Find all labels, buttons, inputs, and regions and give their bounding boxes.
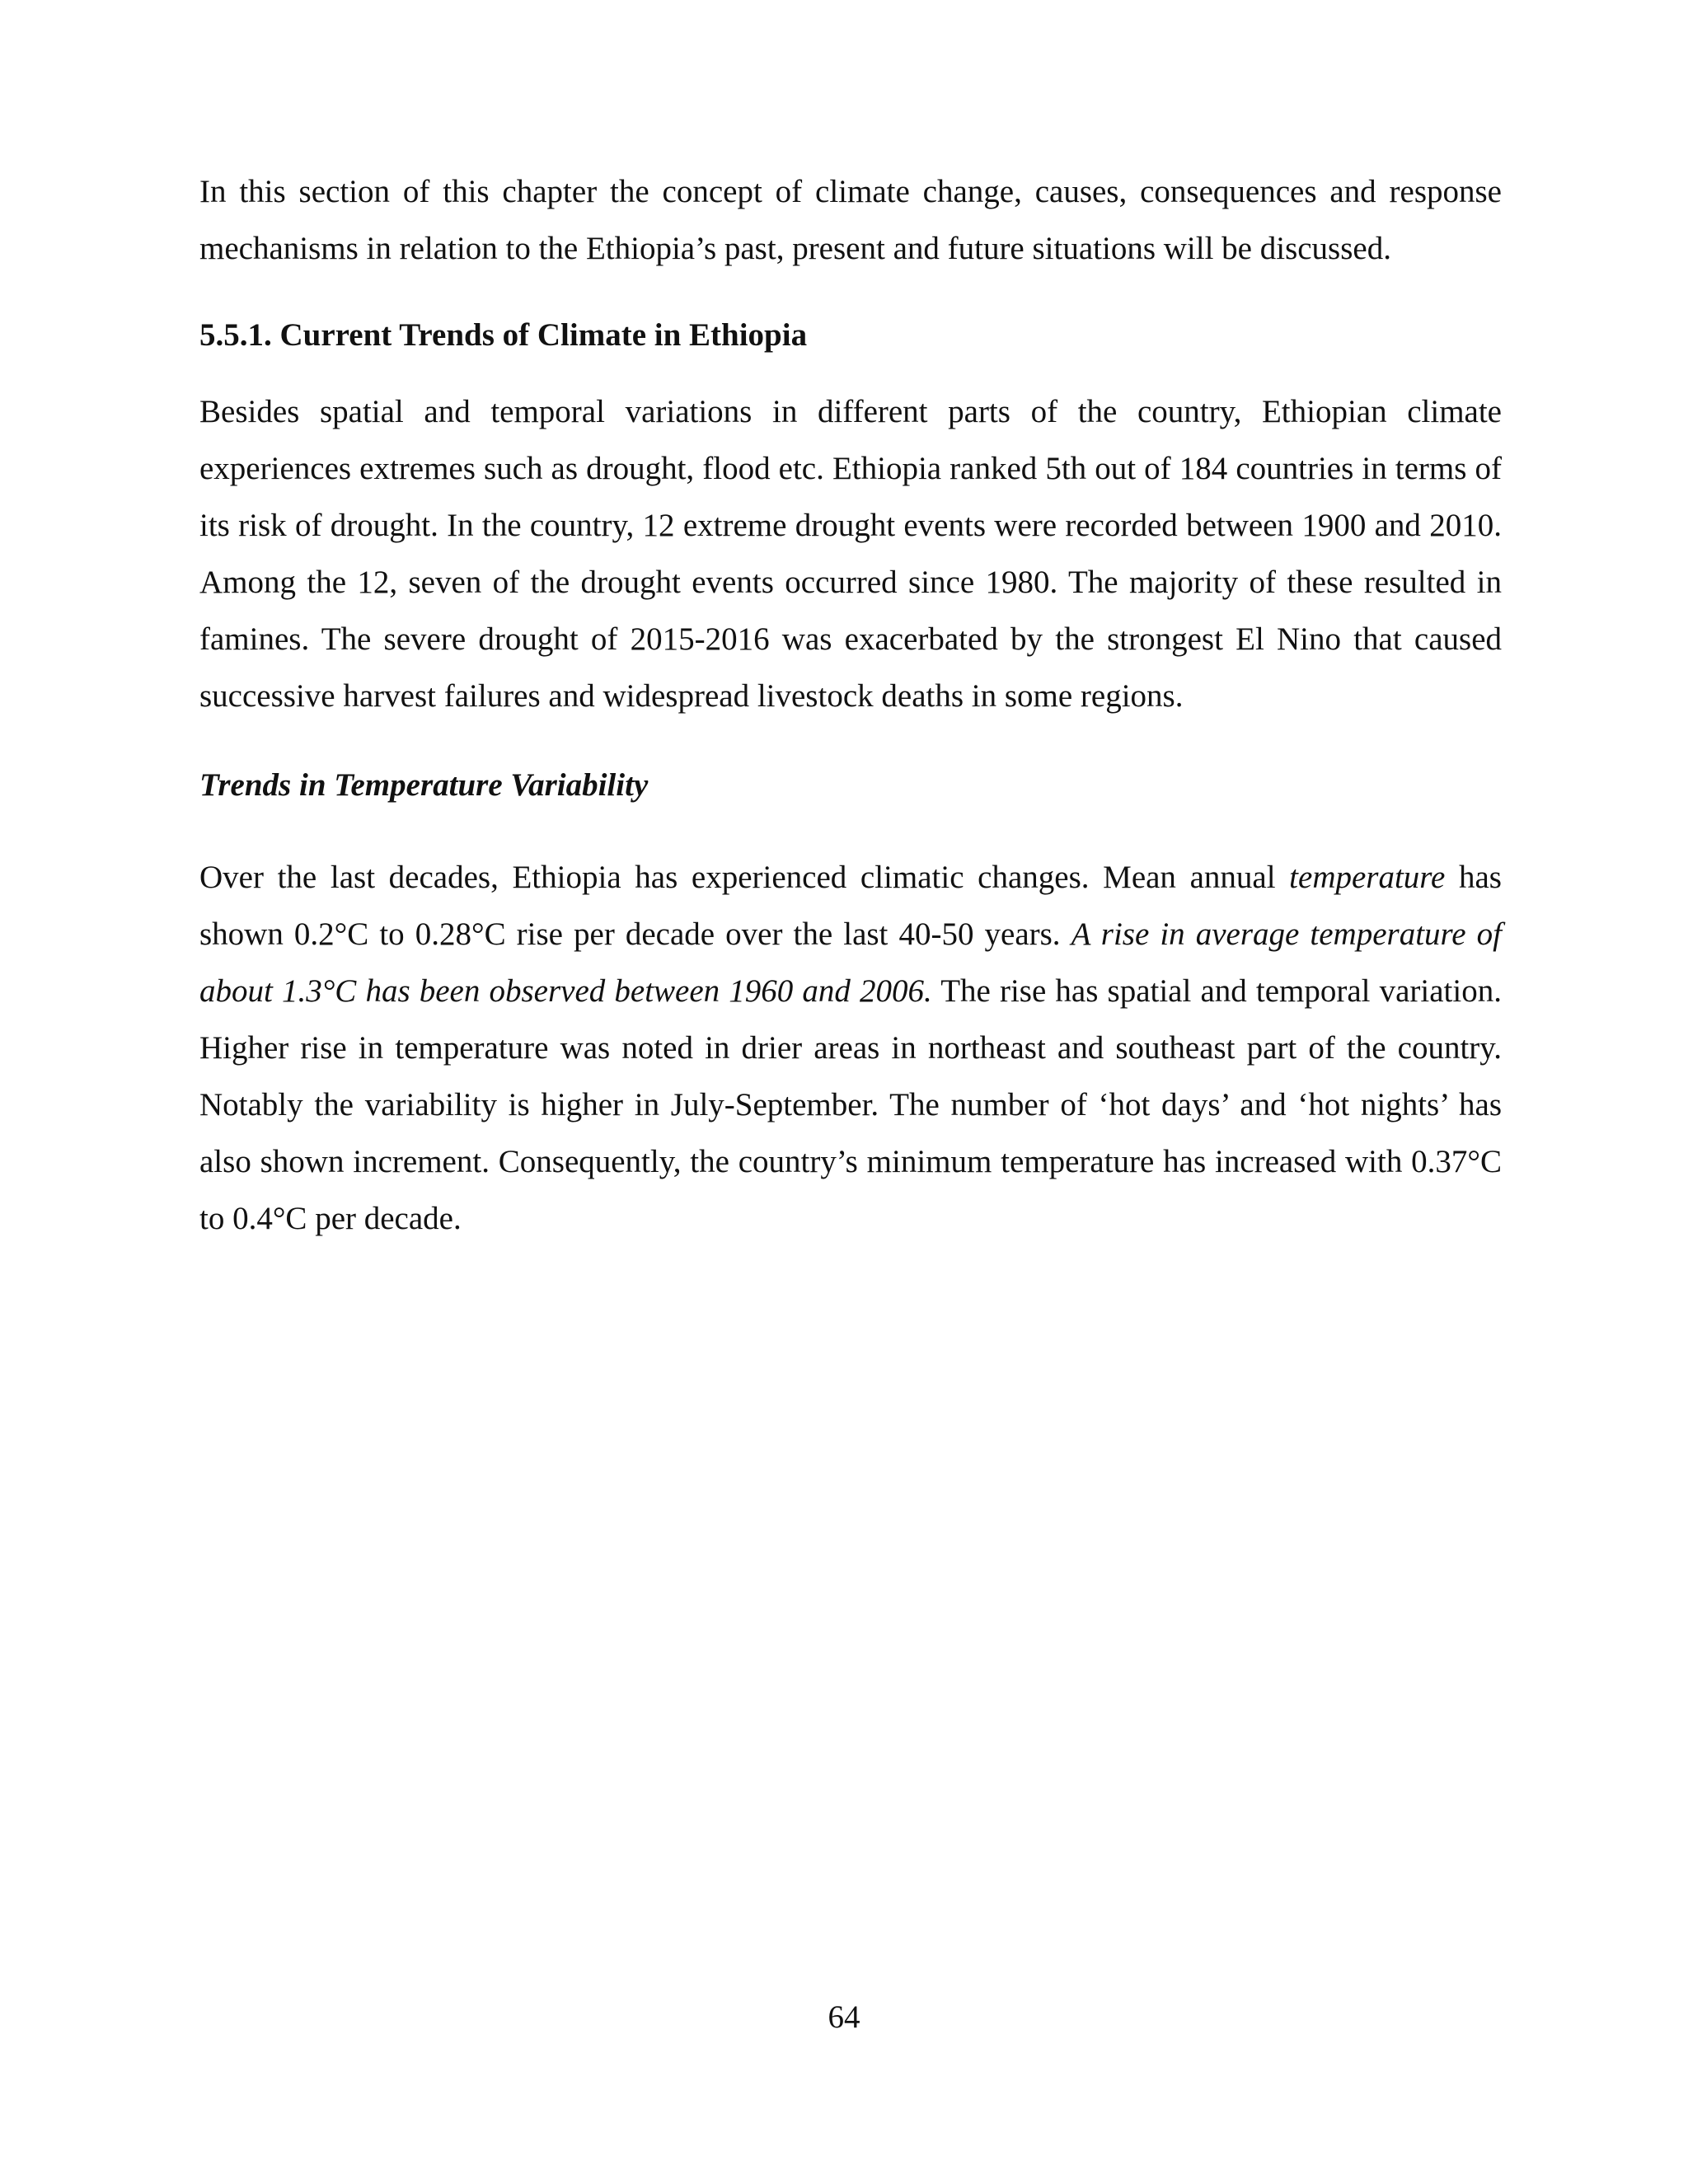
temperature-italic-sentence: A rise in average temperature of about 1.3°C has been observed between 1960 and 2006. (199, 916, 1502, 1009)
temperature-italic-term: temperature (1289, 860, 1446, 895)
drought-paragraph: Besides spatial and temporal variations in different parts of the country, Ethiopian climate experiences extremes such as drought, flood etc. Ethiopia ranked 5th out of 184 countries in terms of its risk of drought. In the country, 12 extreme drought events were recorded between 1900 and 2010. Among the 12, seven of the drought events occurred since 1980. The majority of these resulted in famines. The severe drought of 2015-2016 was exacerbated by the strongest El Nino that caused successive harvest failures and widespread livestock deaths in some regions. (199, 394, 1502, 714)
temperature-text-part1: Over the last decades, Ethiopia has experienced climatic changes. Mean annual (199, 860, 1290, 895)
subheading-temperature-variability: Trends in Temperature Variability (199, 767, 649, 803)
intro-paragraph: In this section of this chapter the concept of climate change, causes, consequences and response mechanisms in relation to the Ethiopia’s past, present and future situations will be discussed. (199, 174, 1502, 266)
page-number: 64 (828, 1999, 860, 2035)
temperature-paragraph (199, 849, 1502, 1247)
section-heading: 5.5.1. Current Trends of Climate in Ethiopia (199, 317, 808, 353)
temperature-text-part3: The rise has spatial and temporal variation. Higher rise in temperature was noted in drier areas in northeast and southeast part of the country. Notably the variability is higher in July-September. The number of ‘hot days’ and ‘hot nights’ has also shown increment. Consequently, the country’s minimum temperature has increased with 0.37°C to 0.4°C per decade. (199, 973, 1502, 1236)
temperature-text-part2: has shown 0.2°C to 0.28°C rise per decade over the last 40-50 years. (199, 860, 1502, 952)
